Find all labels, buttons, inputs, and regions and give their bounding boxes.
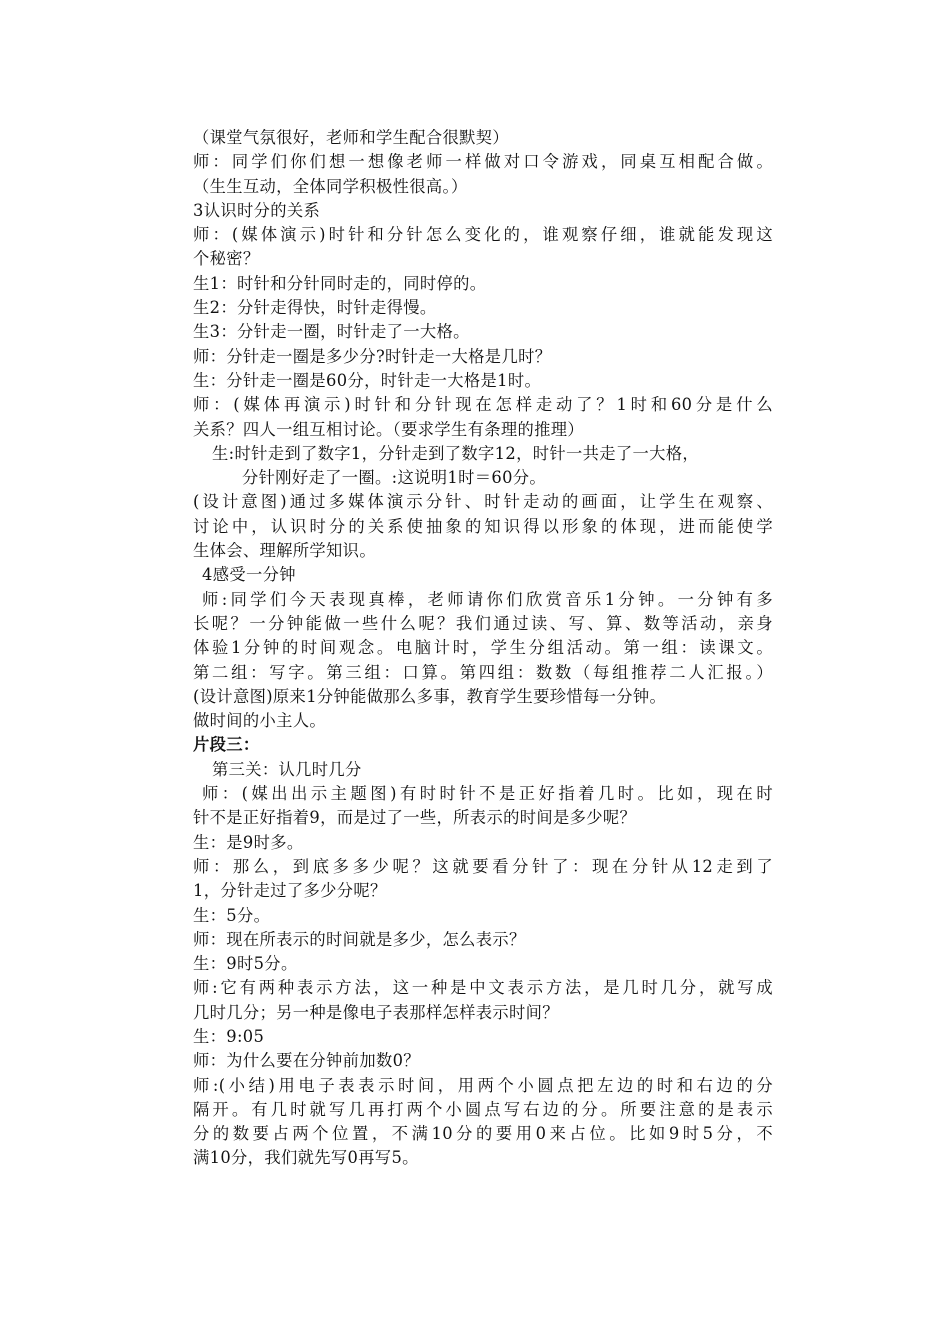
text-line: 针不是正好指着9，而是过了一些，所表示的时间是多少呢？ — [193, 808, 637, 828]
text-line: 满10分，我们就先写0再写5。 — [193, 1148, 419, 1168]
text-line: 师：(媒体演示)时针和分针怎么变化的，谁观察仔细，谁就能发现这 — [193, 225, 773, 245]
text-line: 师：(媒体再演示)时针和分针现在怎样走动了？1时和60分是什么 — [193, 395, 773, 415]
text-line: 个秘密？ — [193, 249, 260, 269]
section-heading: 4感受一分钟 — [202, 565, 296, 585]
text-line: 师:同学们今天表现真棒，老师请你们欣赏音乐1分钟。一分钟有多 — [202, 589, 773, 609]
text-line: （生生互动，全体同学积极性很高。） — [193, 176, 468, 196]
text-line: 生：分针走一圈是60分，时针走一大格是1时。 — [193, 370, 542, 390]
text-line: 1，分针走过了多少分呢？ — [193, 881, 387, 901]
text-line: （课堂气氛很好，老师和学生配合很默契） — [193, 128, 509, 147]
text-line: 师：分针走一圈是多少分?时针走一大格是几时？ — [193, 346, 552, 366]
section-heading: 第三关：认几时几分 — [212, 759, 362, 779]
segment-heading: 片段三： — [193, 735, 260, 755]
text-line: 分针刚好走了一圈。:这说明1时＝60分。 — [242, 468, 547, 488]
text-line: 生3：分针走一圈，时针走了一大格。 — [193, 322, 470, 342]
text-line: 分的数要占两个位置，不满10分的要用0来占位。比如9时5分，不 — [193, 1124, 773, 1144]
text-line: 师：为什么要在分钟前加数0？ — [193, 1051, 420, 1071]
text-line: 师:(小结)用电子表表示时间，用两个小圆点把左边的时和右边的分 — [193, 1075, 773, 1095]
text-line: 生：9时5分。 — [193, 954, 298, 974]
text-line: 体验1分钟的时间观念。电脑计时，学生分组活动。第一组：读课文。 — [193, 638, 773, 658]
text-line: 几时几分；另一种是像电子表那样怎样表示时间？ — [193, 1002, 559, 1022]
text-line: 讨论中，认识时分的关系使抽象的知识得以形象的体现，进而能使学 — [193, 516, 773, 536]
text-line: 隔开。有几时就写几再打两个小圆点写右边的分。所要注意的是表示 — [193, 1099, 773, 1119]
text-line: 师：现在所表示的时间就是多少，怎么表示？ — [193, 929, 526, 949]
text-line: 关系？四人一组互相讨论。（要求学生有条理的推理） — [193, 419, 585, 439]
text-line: 生：9:05 — [193, 1026, 265, 1046]
text-line: 做时间的小主人。 — [193, 711, 327, 731]
section-heading: 3认识时分的关系 — [193, 200, 321, 220]
text-line: 生1：时针和分针同时走的，同时停的。 — [193, 273, 487, 293]
text-line: 第二组：写字。第三组：口算。第四组：数数（每组推荐二人汇报。） — [193, 662, 773, 682]
text-line: (设计意图)原来1分钟能做那么多事，教育学生要珍惜每一分钟。 — [193, 686, 667, 706]
text-line: 师：那么，到底多多少呢？这就要看分针了：现在分针从12走到了 — [193, 856, 773, 876]
text-line: (设计意图)通过多媒体演示分针、时针走动的画面，让学生在观察、 — [193, 492, 773, 512]
lesson-text — [193, 126, 773, 1171]
text-line: 生体会、理解所学知识。 — [193, 541, 376, 561]
text-line: 生：5分。 — [193, 905, 271, 925]
text-line: 师：(媒出出示主题图)有时时针不是正好指着几时。比如，现在时 — [202, 784, 773, 804]
text-line: 师:它有两种表示方法，这一种是中文表示方法，是几时几分，就写成 — [193, 978, 773, 998]
text-line: 生：是9时多。 — [193, 832, 304, 852]
text-line: 生:时针走到了数字1，分针走到了数字12，时针一共走了一大格， — [212, 443, 700, 463]
text-line: 生2：分针走得快，时针走得慢。 — [193, 298, 437, 318]
text-line: 长呢？一分钟能做一些什么呢？我们通过读、写、算、数等活动，亲身 — [193, 613, 773, 633]
text-line: 师：同学们你们想一想像老师一样做对口令游戏，同桌互相配合做。 — [193, 152, 773, 172]
